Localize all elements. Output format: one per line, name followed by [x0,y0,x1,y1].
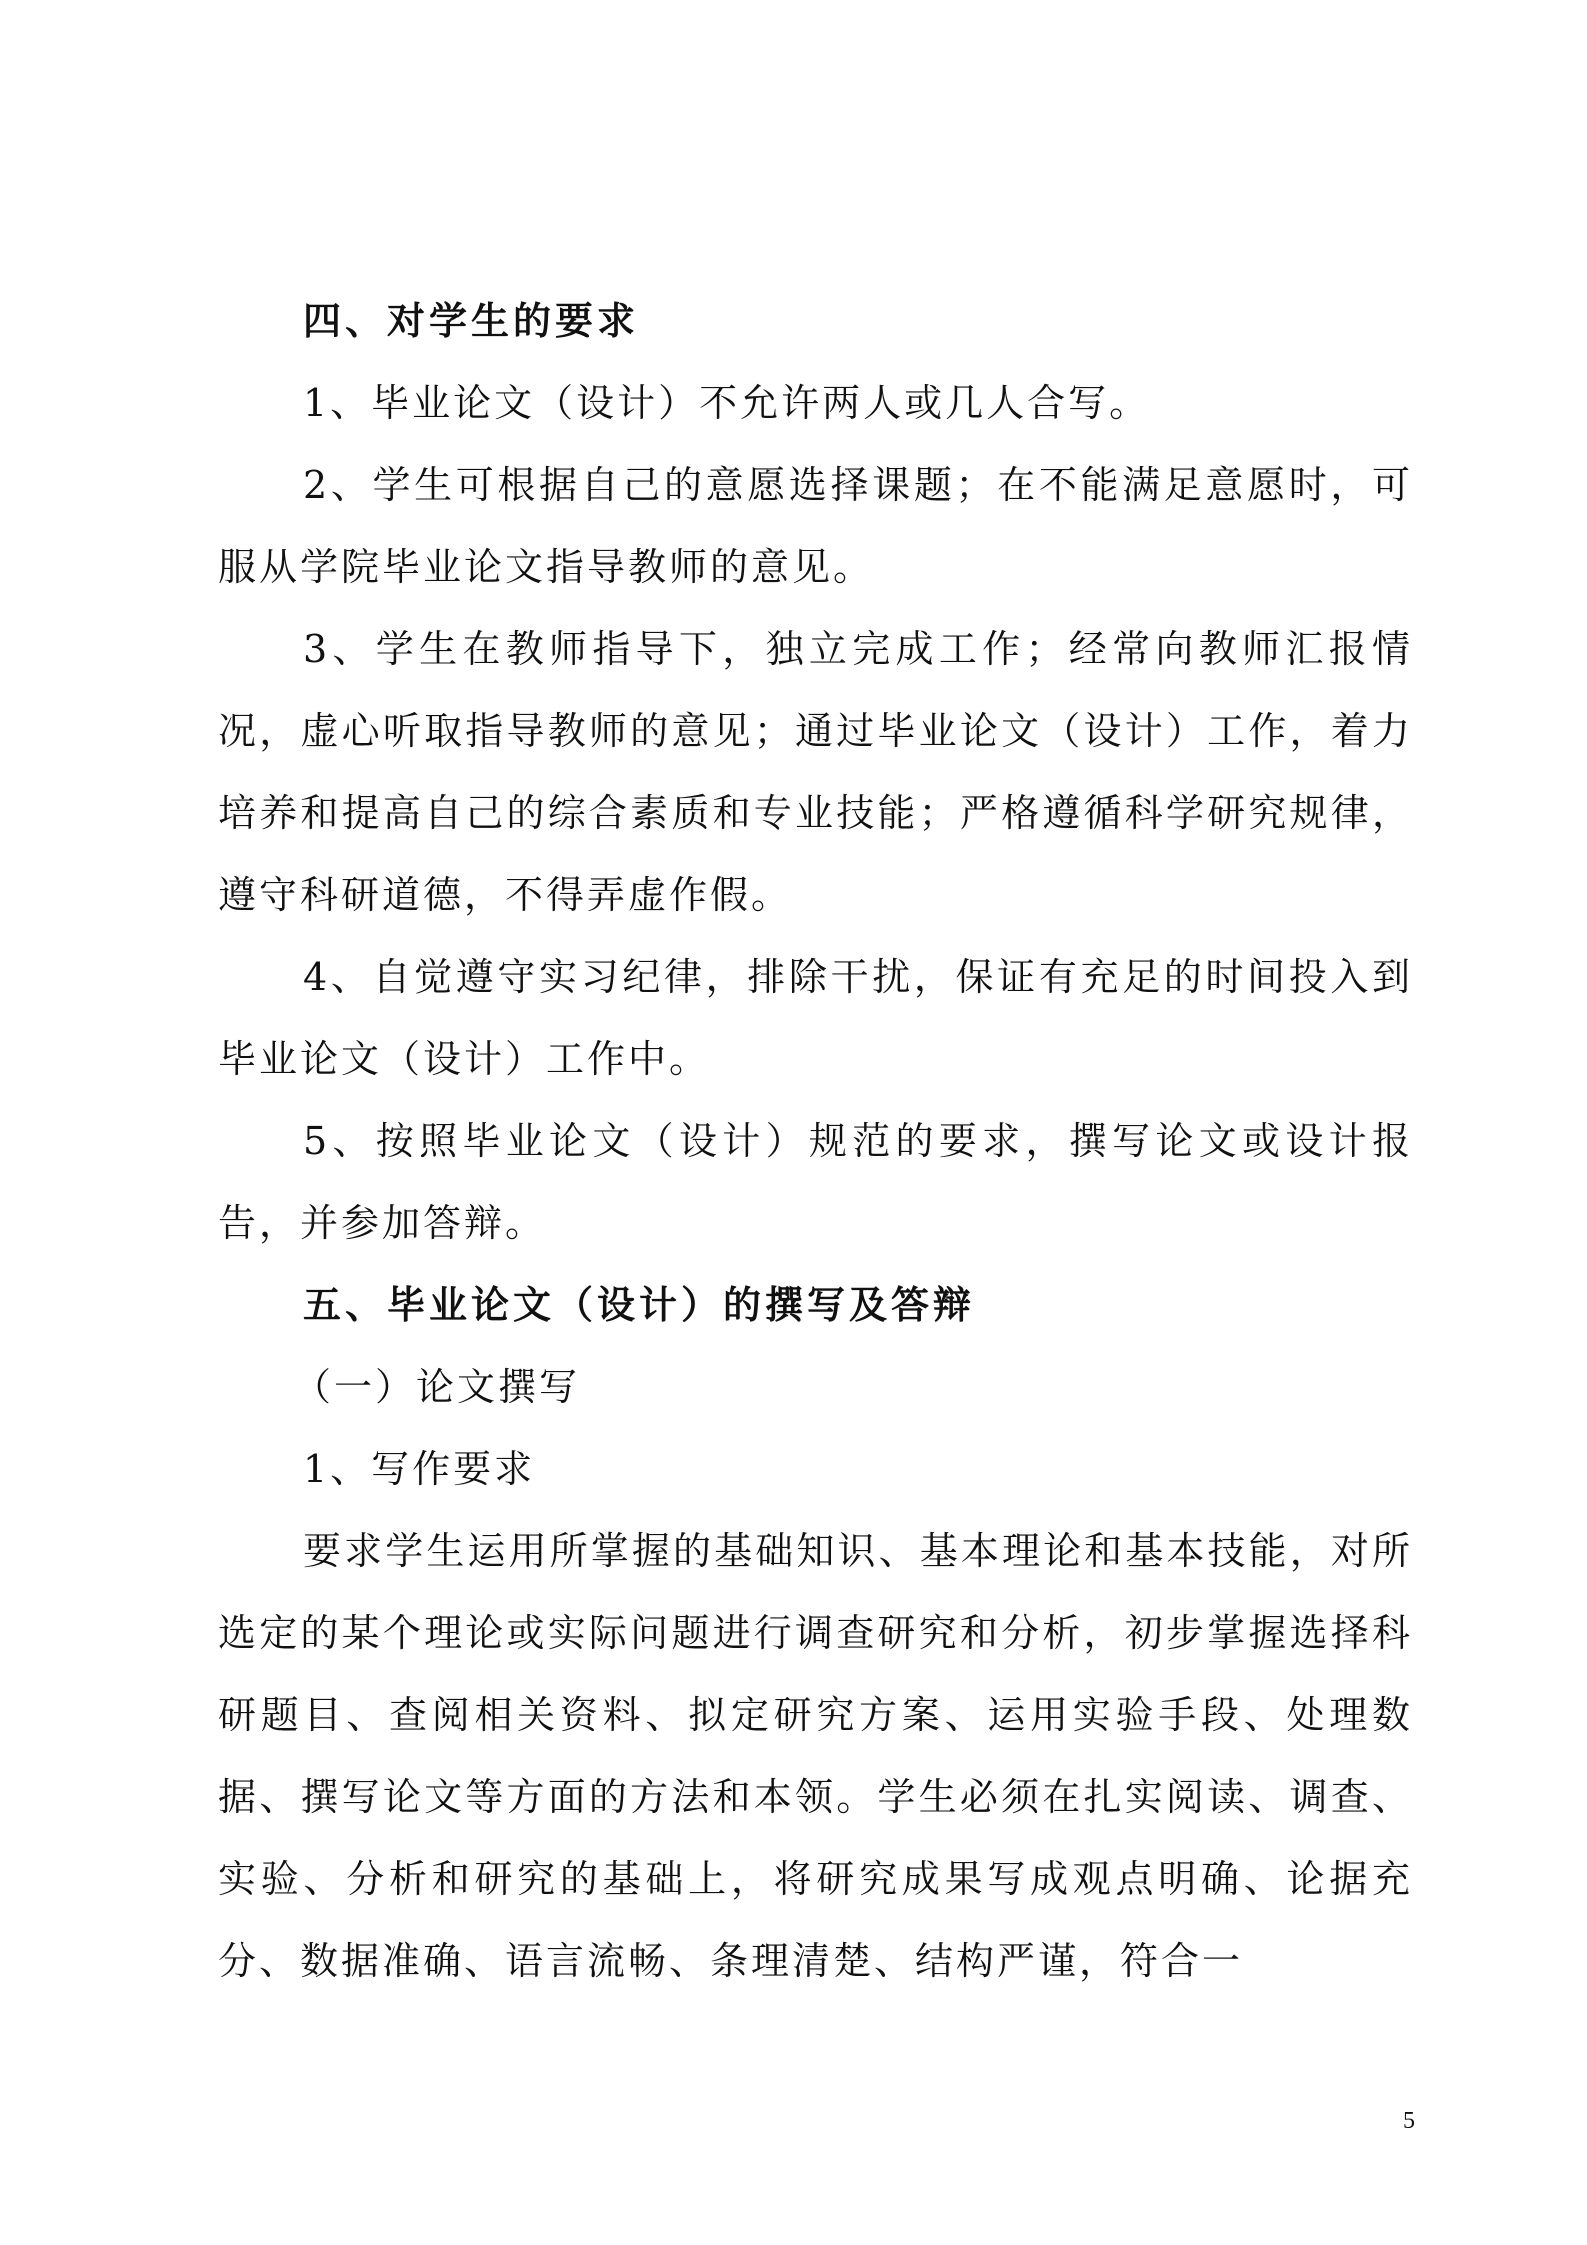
paragraph-1: 1、毕业论文（设计）不允许两人或几人合写。 [303,381,1151,425]
paragraph-2: 2、学生可根据自己的意愿选择课题；在不能满足意愿时，可服从学院毕业论文指导教师的意见。 [218,463,1413,589]
section-heading-student-requirements: 四、对学生的要求 [303,298,640,343]
document-body [218,280,1413,2002]
page-number: 5 [1403,2108,1415,2134]
paragraph-writing-requirements-title: 1、写作要求 [303,1447,536,1491]
paragraph-writing-requirements: 要求学生运用所掌握的基础知识、基本理论和基本技能，对所选定的某个理论或实际问题进行调查研究和分析，初步掌握选择科研题目、查阅相关资料、拟定研究方案、运用实验手段、处理数据、撰写论文等方面的方法和本领。学生必须在扎实阅读、调查、实验、分析和研究的基础上，将研究成果写成观点明确、论据充分、数据准确、语言流畅、条理清楚、结构严谨，符合一 [218,1529,1413,1983]
paragraph-5: 5、按照毕业论文（设计）规范的要求，撰写论文或设计报告，并参加答辩。 [218,1119,1413,1245]
subheading-thesis-writing: （一）论文撰写 [293,1365,581,1409]
section-heading-writing-and-defense: 五、毕业论文（设计）的撰写及答辩 [303,1282,976,1327]
paragraph-4: 4、自觉遵守实习纪律，排除干扰，保证有充足的时间投入到毕业论文（设计）工作中。 [218,955,1413,1081]
paragraph-3: 3、学生在教师指导下，独立完成工作；经常向教师汇报情况，虚心听取指导教师的意见；通过毕业论文（设计）工作，着力培养和提高自己的综合素质和专业技能；严格遵循科学研究规律，遵守科研道德，不得弄虚作假。 [218,627,1413,917]
